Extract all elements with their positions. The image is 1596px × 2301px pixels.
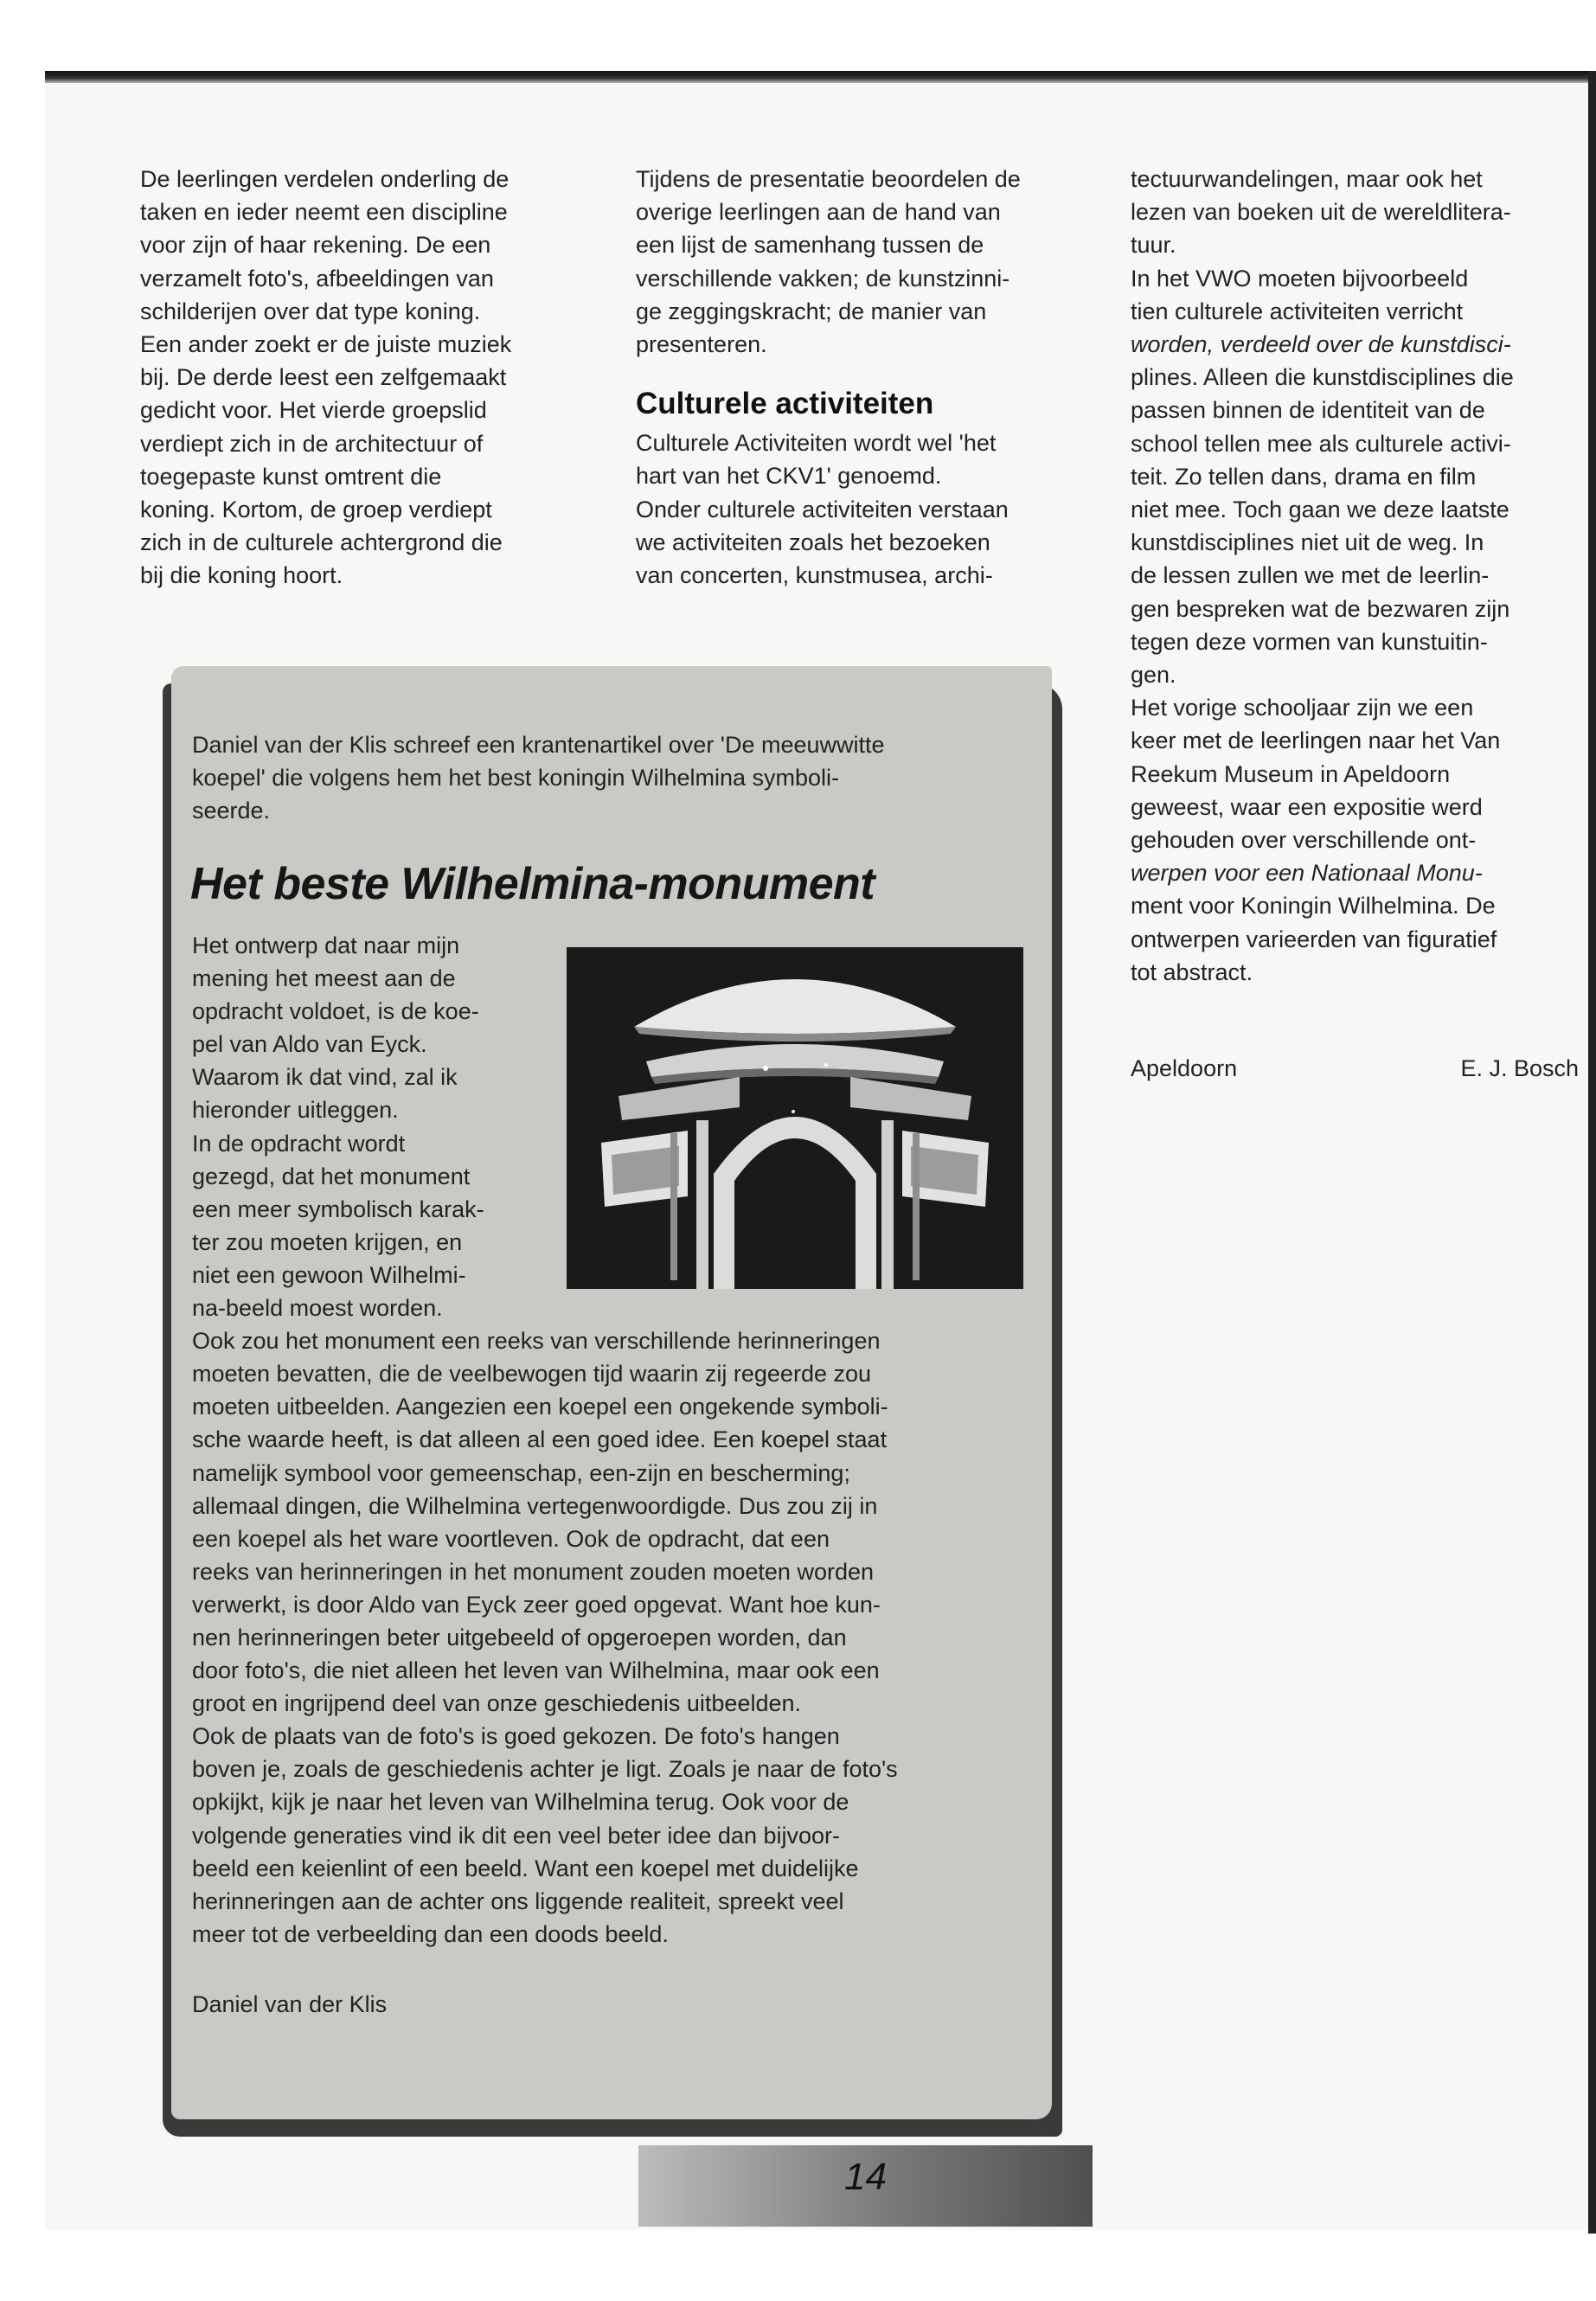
section-heading: Culturele activiteiten [636, 387, 934, 421]
text-line: Ook zou het monument een reeks van verschillende herinneringen [192, 1328, 881, 1355]
text-line: geweest, waar een expositie werd [1131, 793, 1483, 820]
text-line: mening het meest aan de [192, 965, 456, 992]
text-line: plines. Alleen die kunstdisciplines die [1131, 364, 1514, 391]
text-line: Reekum Museum in Apeldoorn [1131, 760, 1451, 787]
text-line: Onder culturele activiteiten verstaan [636, 496, 1009, 522]
text-line: taken en ieder neemt een discipline [140, 199, 508, 226]
text-line: kunstdisciplines niet uit de weg. In [1131, 529, 1484, 556]
text-line: tien culturele activiteiten verricht [1131, 298, 1464, 324]
text-line: gen bespreken wat de bezwaren zijn [1131, 595, 1510, 622]
article-signature: Daniel van der Klis [192, 1991, 388, 2017]
text-line: gehouden over verschillende ont- [1131, 827, 1477, 854]
text-line: In de opdracht wordt [192, 1130, 406, 1157]
text-line: Daniel van der Klis schreef een krantenartikel over 'De meeuwwitte [192, 732, 885, 758]
text-line: ment voor Koningin Wilhelmina. De [1131, 893, 1496, 920]
text-line: van concerten, kunstmusea, archi- [636, 562, 993, 589]
dome-image [567, 947, 1023, 1289]
text-line: boven je, zoals de geschiedenis achter je ligt. Zoals je naar de foto's [192, 1756, 898, 1783]
column-2 [636, 163, 1094, 592]
text-line: teit. Zo tellen dans, drama en film [1131, 463, 1477, 490]
text-line: ontwerpen varieerden van figuratief [1131, 926, 1497, 952]
text-line: volgende generaties vind ik dit een veel beter idee dan bijvoor- [192, 1822, 840, 1849]
text-line: keer met de leerlingen naar het Van [1131, 727, 1501, 754]
text-line: ter zou moeten krijgen, en [192, 1228, 463, 1255]
text-line: reeks van herinneringen in het monument zouden moeten worden [192, 1558, 874, 1585]
text-line: school tellen mee als culturele activi- [1131, 430, 1511, 457]
text-line: allemaal dingen, die Wilhelmina vertegenwoordigde. Dus zou zij in [192, 1492, 878, 1519]
signoff-place: Apeldoorn [1131, 1055, 1238, 1081]
text-line: een meer symbolisch karak- [192, 1195, 484, 1222]
text-line: niet mee. Toch gaan we deze laatste [1131, 497, 1509, 523]
text-line: verdiept zich in de architectuur of [140, 430, 484, 457]
text-line: groot en ingrijpend deel van onze geschiedenis uitbeelden. [192, 1690, 802, 1717]
text-line: toegepaste kunst omtrent die [140, 463, 442, 490]
text-line: lezen van boeken uit de wereldlitera- [1131, 199, 1511, 226]
text-line: na-beeld moest worden. [192, 1295, 443, 1322]
text-line: werpen voor een Nationaal Monu- [1131, 860, 1483, 887]
text-line: tuur. [1131, 232, 1176, 259]
text-line: opdracht voldoet, is de koe- [192, 998, 479, 1025]
text-line: tegen deze vormen van kunstuitin- [1131, 628, 1488, 655]
text-line: door foto's, die niet alleen het leven van Wilhelmina, maar ook een [192, 1657, 880, 1684]
text-line: overige leerlingen aan de hand van [636, 199, 1001, 226]
text-line: bij. De derde leest een zelfgemaakt [140, 364, 507, 391]
text-line: voor zijn of haar rekening. De een [140, 232, 491, 259]
text-line: In het VWO moeten bijvoorbeeld [1131, 265, 1469, 292]
text-line: we activiteiten zoals het bezoeken [636, 529, 990, 555]
text-line: meer tot de verbeelding dan een doods beeld. [192, 1920, 669, 1947]
text-line: De leerlingen verdelen onderling de [140, 166, 510, 192]
signoff-author: E. J. Bosch [1460, 1055, 1579, 1081]
text-line: Het vorige schooljaar zijn we een [1131, 695, 1474, 721]
article-intro [192, 728, 1022, 827]
column-1 [140, 163, 590, 593]
text-line: koning. Kortom, de groep verdiept [140, 497, 492, 523]
text-line: Tijdens de presentatie beoordelen de [636, 166, 1021, 192]
scan-right-edge [1588, 71, 1596, 2234]
text-line: Het ontwerp dat naar mijn [192, 933, 460, 958]
text-line: herinneringen aan de achter ons liggende realiteit, spreekt veel [192, 1888, 844, 1914]
article-title: Het beste Wilhelmina-monument [190, 859, 875, 909]
text-line: Ook de plaats van de foto's is goed gekozen. De foto's hangen [192, 1723, 840, 1750]
text-line: gezegd, dat het monument [192, 1163, 471, 1189]
text-line: verzamelt foto's, afbeeldingen van [140, 265, 494, 292]
article-body-beside-photo [192, 929, 540, 1324]
text-line: Een ander zoekt er de juiste muziek [140, 331, 512, 358]
text-line: hart van het CKV1' genoemd. [636, 463, 942, 490]
text-line: seerde. [192, 798, 271, 824]
text-line: beeld een keienlint of een beeld. Want een koepel met duidelijke [192, 1855, 859, 1881]
text-line: gen. [1131, 662, 1176, 689]
text-line: pel van Aldo van Eyck. [192, 1031, 427, 1058]
scan-top-edge [45, 71, 1596, 83]
text-line: Culturele Activiteiten wordt wel 'het [636, 430, 997, 457]
text-line: schilderijen over dat type koning. [140, 298, 481, 324]
text-line: de lessen zullen we met de leerlin- [1131, 562, 1490, 589]
text-line: tot abstract. [1131, 958, 1253, 985]
page-number: 14 [844, 2156, 887, 2198]
text-line: sche waarde heeft, is dat alleen al een goed idee. Een koepel staat [192, 1426, 888, 1453]
text-line: koepel' die volgens hem het best koningin Wilhelmina symboli- [192, 765, 840, 791]
text-line: een lijst de samenhang tussen de [636, 232, 984, 259]
text-line: namelijk symbool voor gemeenschap, een-zijn en bescherming; [192, 1459, 850, 1486]
text-line: verwerkt, is door Aldo van Eyck zeer goed opgevat. Want hoe kun- [192, 1591, 881, 1618]
text-line: verschillende vakken; de kunstzinni- [636, 265, 1010, 292]
text-line: opkijkt, kijk je naar het leven van Wilhelmina terug. Ook voor de [192, 1789, 849, 1816]
text-line: hieronder uitleggen. [192, 1097, 399, 1124]
text-line: nen herinneringen beter uitgebeeld of opgeroepen worden, dan [192, 1624, 847, 1650]
text-line: presenteren. [636, 331, 767, 358]
text-line: Waarom ik dat vind, zal ik [192, 1064, 458, 1091]
text-line: moeten bevatten, die de veelbewogen tijd waarin zij regeerde zou [192, 1361, 872, 1388]
text-line: moeten uitbeelden. Aangezien een koepel een ongekende symboli- [192, 1394, 888, 1420]
text-line: worden, verdeeld over de kunstdisci- [1131, 331, 1511, 358]
text-line: bij die koning hoort. [140, 562, 343, 589]
text-line: ge zeggingskracht; de manier van [636, 298, 987, 324]
text-line: niet een gewoon Wilhelmi- [192, 1261, 466, 1288]
column-3 [1131, 163, 1580, 989]
monument-photo [567, 947, 1023, 1289]
text-line: gedicht voor. Het vierde groepslid [140, 397, 487, 424]
text-line: een koepel als het ware voortleven. Ook de opdracht, dat een [192, 1525, 830, 1552]
text-line: passen binnen de identiteit van de [1131, 397, 1485, 424]
text-line: tectuurwandelingen, maar ook het [1131, 166, 1483, 192]
text-line: zich in de culturele achtergrond die [140, 529, 503, 556]
